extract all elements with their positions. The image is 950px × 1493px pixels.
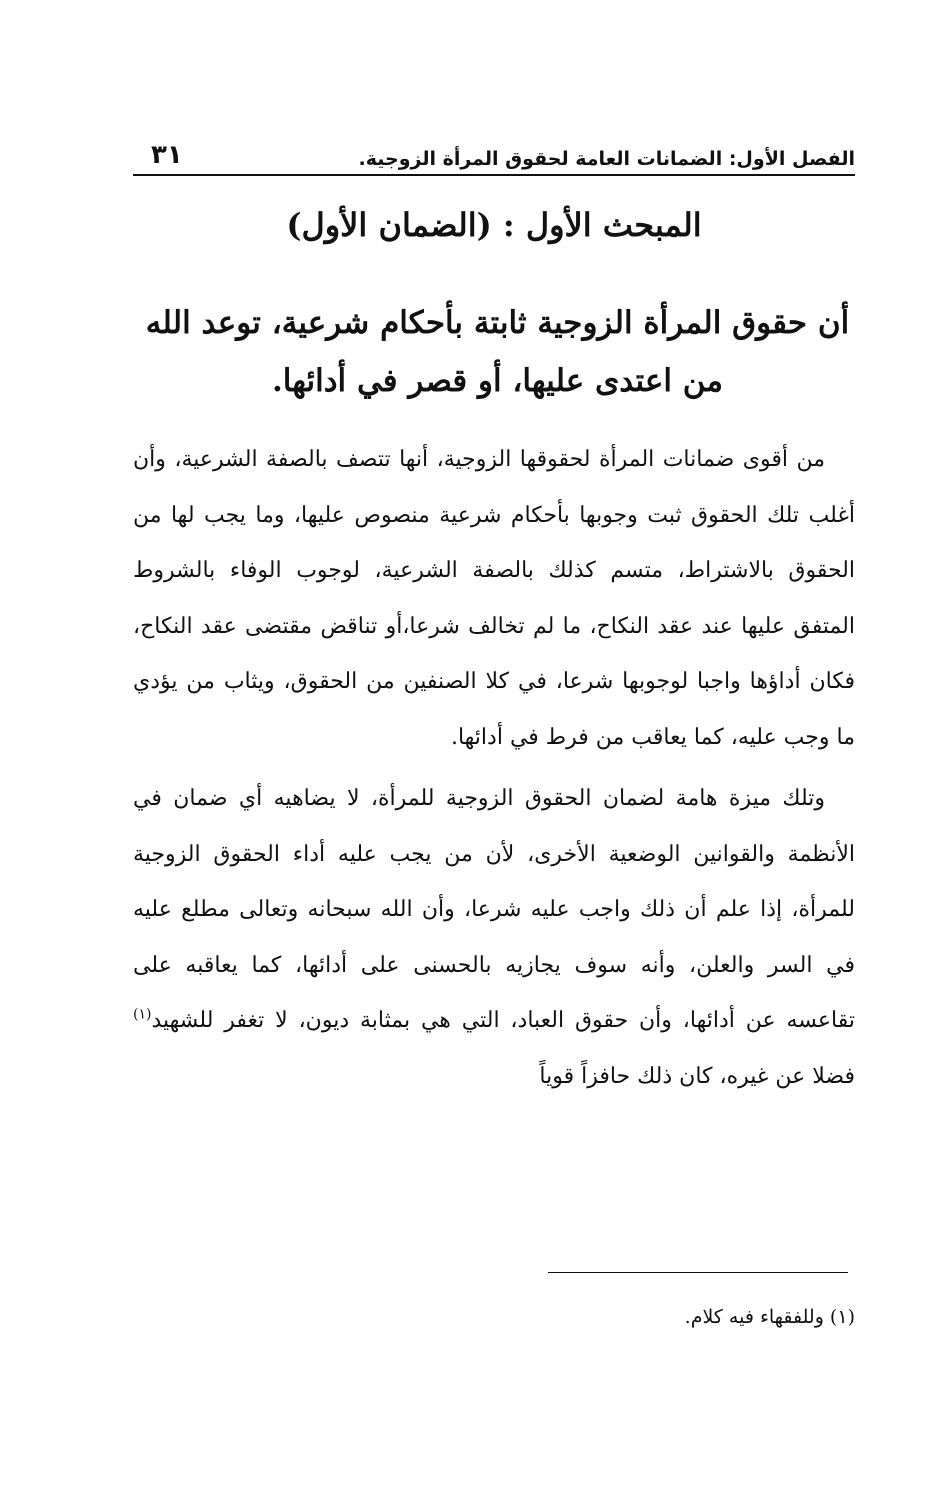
page-number: ٣١ [151, 140, 183, 170]
running-header [133, 138, 855, 176]
paragraph-text: فضلا عن غيره، كان ذلك حافزاً قوياً [539, 1063, 855, 1089]
paragraph: من أقوى ضمانات المرأة لحقوقها الزوجية، أنها تتصف بالصفة الشرعية، وأن أغلب تلك الحقوق ثبت وجوبها بأحكام شرعية منصوص عليها، وما يجب لها من الحقوق بالاشتراط، متسم كذلك بالصفة الشرعية، لوجوب الوفاء بالشروط المتفق عليها عند عقد النكاح، ما لم تخالف شرعا،أو تناقض مقتضى عقد النكاح، فكان أداؤها واجبا لوجوبها شرعا، في كلا الصنفين من الحقوق، ويثاب من يؤدي ما وجب عليه، كما يعاقب من فرط في أدائها. [133, 447, 855, 750]
chapter-title: الفصل الأول: الضمانات العامة لحقوق المرأة الزوجية. [358, 148, 855, 170]
section-subtitle: أن حقوق المرأة الزوجية ثابتة بأحكام شرعية، توعد الله من اعتدى عليها، أو قصر في أدائها. [145, 305, 850, 399]
footnote-reference[interactable]: (١) [133, 1006, 152, 1023]
paragraph-text: وتلك ميزة هامة لضمان الحقوق الزوجية للمرأة، لا يضاهيه أي ضمان في الأنظمة والقوانين الوضعية الأخرى، لأن من يجب عليه أداء الحقوق الزوجية للمرأة، إذا علم أن ذلك واجب عليه شرعا، وأن الله سبحانه وتعالى مطلع عليه في السر والعلن، وأنه سوف يجازيه بالحسنى على أدائها، كما يعاقبه على تقاعسه عن أدائها، وأن حقوق العباد، التي هي بمثابة ديون، لا تغفر للشهيد [133, 786, 855, 1033]
footnote-divider [548, 1272, 848, 1273]
footnote: (١) وللفقهاء فيه كلام. [684, 1306, 855, 1328]
section-title: المبحث الأول : (الضمان الأول) [286, 206, 702, 244]
body-text [133, 432, 855, 1104]
paragraph [133, 771, 855, 1104]
